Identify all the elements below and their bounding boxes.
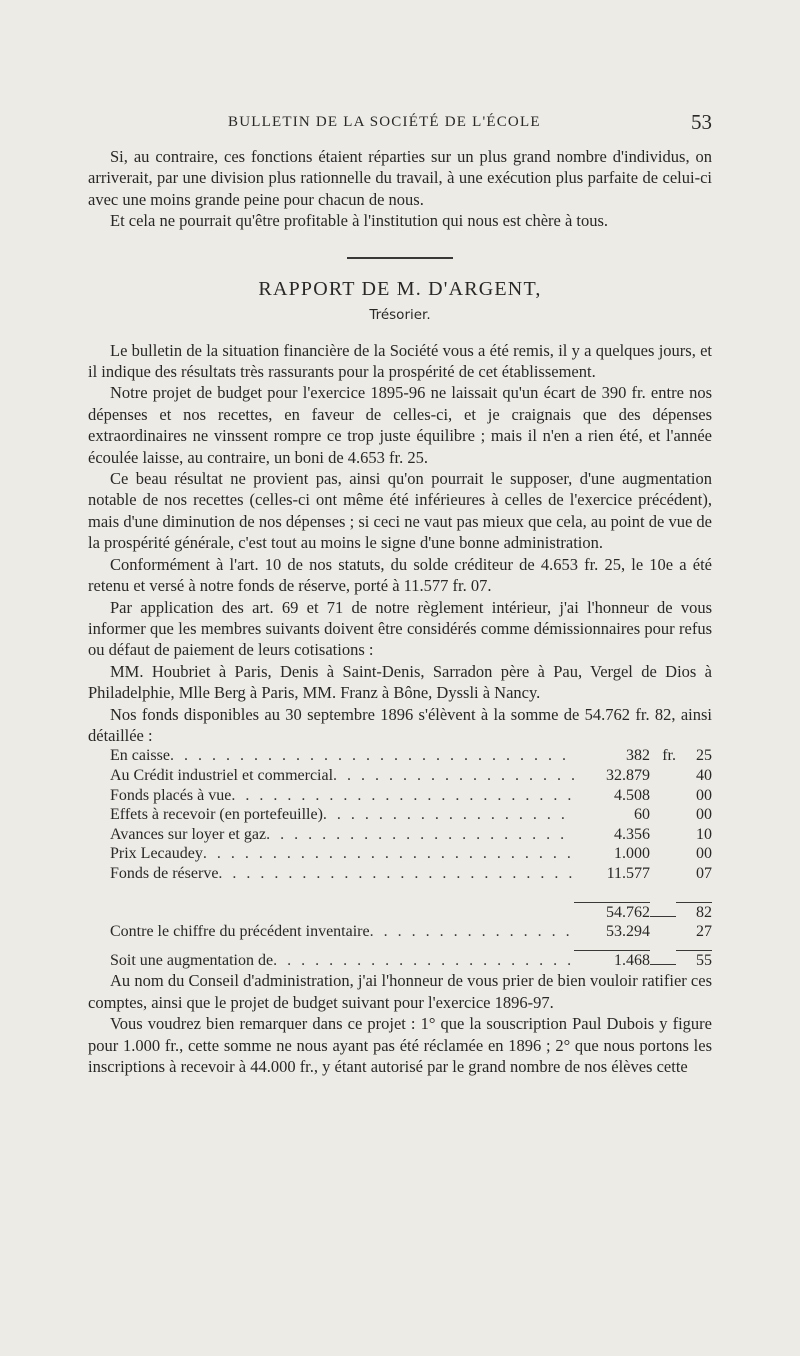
leader-dots: [323, 805, 574, 825]
previous-inventory-row: [88, 922, 712, 942]
paragraph: Notre projet de budget pour l'exercice 1895-96 ne laissait qu'un écart de 390 fr. entre nos dépenses et nos recettes, en faveur de celles-ci, et je craignais que des dépenses extraordinaires ne vinssent rompre ce trop juste équilibre ; mais il n'en a rien été, et l'année écoulée laisse, au contraire, un boni de 4.653 fr. 25.: [88, 383, 712, 467]
section-divider: [347, 257, 453, 259]
account-label: Fonds placés à vue: [110, 786, 232, 804]
account-row: [110, 766, 712, 786]
leader-dots: [273, 951, 574, 971]
leader-dots: [218, 864, 574, 884]
leader-dots: [333, 766, 574, 786]
account-row: [110, 844, 712, 864]
section-subtitle: Trésorier.: [369, 306, 431, 323]
account-row: [110, 864, 712, 884]
account-row: [110, 825, 712, 845]
account-row: [110, 746, 712, 766]
increase-amount: 1.468: [574, 950, 650, 971]
intro-paragraph: Si, au contraire, ces fonctions étaient réparties sur un plus grand nombre d'individus, on arriverait, par une division plus rationnelle du travail, à une exécution plus parfaite de celui-ci avec une moins grande peine pour chacun de nous.: [88, 147, 712, 209]
leader-dots: [231, 786, 574, 806]
account-cents: 25: [696, 747, 712, 765]
account-amount: 382: [626, 747, 650, 765]
account-amount: 11.577: [606, 864, 650, 882]
leader-dots: [266, 825, 574, 845]
total-cents: 82: [676, 902, 712, 923]
leader-dots: [370, 922, 574, 942]
total-amount: 54.762: [574, 902, 650, 923]
total-row: [110, 902, 712, 923]
account-amount: 32.879: [606, 766, 650, 784]
currency-label: fr.: [662, 747, 676, 765]
account-cents: 00: [696, 845, 712, 863]
account-cents: 00: [696, 806, 712, 824]
paragraph: Conformément à l'art. 10 de nos statuts, du solde créditeur de 4.653 fr. 25, le 10e a été retenu et versé à notre fonds de réserve, porté à 11.577 fr. 07.: [88, 554, 712, 596]
leader-dots: [203, 844, 574, 864]
paragraph: Par application des art. 69 et 71 de notre règlement intérieur, j'ai l'honneur de vous informer que les membres suivants doivent être considérés comme démissionnaires pour refus ou défaut de paiement de leurs cotisations :: [88, 597, 712, 660]
account-label: En caisse: [110, 747, 170, 765]
intro-paragraph: Et cela ne pourrait qu'être profitable à l'institution qui nous est chère à tous.: [110, 211, 609, 231]
account-row: [110, 786, 712, 806]
account-amount: 4.356: [614, 825, 650, 843]
leader-dots: [170, 746, 574, 766]
account-cents: 10: [696, 825, 712, 843]
account-cents: 07: [696, 864, 712, 882]
page-number: 53: [691, 110, 712, 134]
paragraph: Le bulletin de la situation financière de la Société vous a été remis, il y a quelques jours, et il indique des résultats très rassurants pour la prospérité de cet établissement.: [88, 340, 712, 382]
page-body: [88, 146, 712, 1077]
paragraph: Vous voudrez bien remarquer dans ce projet : 1° que la souscription Paul Dubois y figure pour 1.000 fr., cette somme ne nous ayant pas été réclamée en 1896 ; 2° que nous portons les inscriptions à recevoir à 44.000 fr., y étant autorisé par le grand nombre de nos élèves cette: [88, 1014, 712, 1076]
accounts-table: [110, 746, 712, 970]
account-cents: 00: [696, 786, 712, 804]
running-title: BULLETIN DE LA SOCIÉTÉ DE L'ÉCOLE: [228, 114, 541, 130]
account-amount: 4.508: [614, 786, 650, 804]
increase-cents: 55: [676, 950, 712, 971]
previous-cents: 27: [696, 923, 712, 941]
previous-amount: 53.294: [606, 923, 650, 941]
account-amount: 60: [634, 806, 650, 824]
increase-label: Soit une augmentation de: [110, 951, 274, 969]
account-row: [110, 805, 712, 825]
account-label: Effets à recevoir (en portefeuille): [110, 806, 323, 824]
increase-row: [88, 950, 712, 971]
paragraph: Ce beau résultat ne provient pas, ainsi qu'on pourrait le supposer, d'une augmentation notable de nos recettes (celles-ci ont même été inférieures à celles de l'exercice précédent), mais d'une diminution de nos dépenses ; si ceci ne vaut pas mieux que cela, au point de vue de la prospérité générale, c'est tout au moins le signe d'une bonne administration.: [88, 469, 712, 553]
account-label: Au Crédit industriel et commercial: [110, 766, 334, 784]
previous-inventory-label: Contre le chiffre du précédent inventaire: [110, 923, 370, 941]
account-cents: 40: [696, 766, 712, 784]
account-amount: 1.000: [614, 845, 650, 863]
paragraph: Nos fonds disponibles au 30 septembre 1896 s'élèvent à la somme de 54.762 fr. 82, ainsi détaillée :: [88, 704, 712, 745]
paragraph: Au nom du Conseil d'administration, j'ai l'honneur de vous prier de bien vouloir ratifier ces comptes, ainsi que le projet de budget suivant pour l'exercice 1896-97.: [88, 971, 712, 1012]
account-label: Prix Lecaudey: [110, 845, 203, 863]
paragraph: MM. Houbriet à Paris, Denis à Saint-Denis, Sarradon père à Pau, Vergel de Dios à Philadelphie, Mlle Berg à Paris, MM. Franz à Bône, Dyssli à Nancy.: [88, 661, 712, 703]
account-label: Avances sur loyer et gaz: [110, 825, 267, 843]
account-label: Fonds de réserve: [110, 864, 219, 882]
section-title: RAPPORT DE M. D'ARGENT,: [258, 277, 542, 300]
